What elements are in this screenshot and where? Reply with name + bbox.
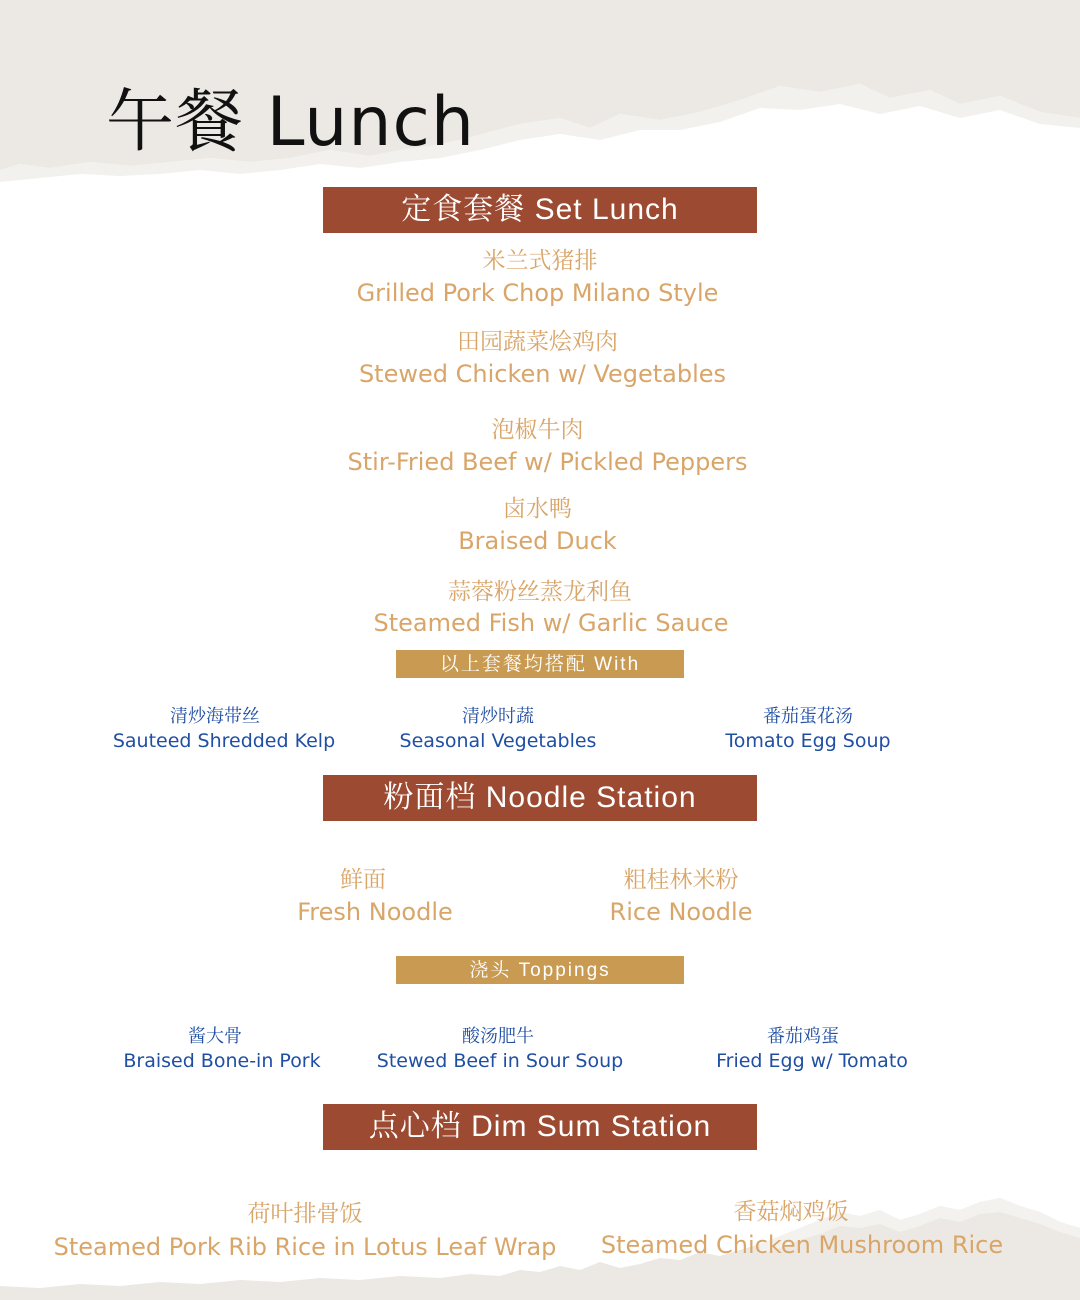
noodle-name-en: Fresh Noodle bbox=[297, 898, 453, 926]
dish-name-zh: 泡椒牛肉 bbox=[491, 417, 584, 443]
dim-sum-name-en: Steamed Pork Rib Rice in Lotus Leaf Wrap bbox=[53, 1233, 557, 1261]
dim-sum-name-zh: 荷叶排骨饭 bbox=[247, 1201, 363, 1227]
noodle-name-en: Rice Noodle bbox=[609, 898, 753, 926]
dish-name-en: Stewed Chicken w/ Vegetables bbox=[358, 360, 727, 388]
dim-sum-station-banner: 点心档 Dim Sum Station bbox=[323, 1104, 757, 1150]
topping-name-en: Stewed Beef in Sour Soup bbox=[376, 1050, 624, 1072]
dish-name-en: Grilled Pork Chop Milano Style bbox=[356, 279, 719, 307]
topping-name-en: Braised Bone-in Pork bbox=[123, 1050, 321, 1072]
page-title: 午餐 Lunch bbox=[106, 83, 475, 162]
dish-name-zh: 蒜蓉粉丝蒸龙利鱼 bbox=[448, 579, 632, 605]
side-name-zh: 番茄蛋花汤 bbox=[763, 706, 853, 727]
noodle-name-zh: 粗桂林米粉 bbox=[623, 867, 739, 893]
side-name-en: Sauteed Shredded Kelp bbox=[112, 730, 336, 752]
topping-name-en: Fried Egg w/ Tomato bbox=[716, 1050, 908, 1072]
dim-sum-name-en: Steamed Chicken Mushroom Rice bbox=[600, 1231, 1004, 1259]
dish-name-en: Steamed Fish w/ Garlic Sauce bbox=[373, 609, 729, 637]
dish-name-en: Braised Duck bbox=[458, 527, 617, 555]
side-name-en: Seasonal Vegetables bbox=[399, 730, 597, 752]
dish-name-zh: 卤水鸭 bbox=[503, 496, 572, 522]
toppings-banner: 浇头 Toppings bbox=[396, 956, 684, 984]
side-name-zh: 清炒时蔬 bbox=[462, 706, 534, 727]
side-name-zh: 清炒海带丝 bbox=[170, 706, 260, 727]
dish-name-en: Stir-Fried Beef w/ Pickled Peppers bbox=[347, 448, 748, 476]
dish-name-zh: 米兰式猪排 bbox=[482, 248, 598, 274]
with-banner: 以上套餐均搭配 With bbox=[396, 650, 684, 678]
topping-name-zh: 酸汤肥牛 bbox=[462, 1026, 534, 1047]
topping-name-zh: 番茄鸡蛋 bbox=[767, 1026, 839, 1047]
topping-name-zh: 酱大骨 bbox=[188, 1026, 242, 1047]
noodle-name-zh: 鲜面 bbox=[340, 867, 386, 893]
side-name-en: Tomato Egg Soup bbox=[725, 730, 891, 752]
set-lunch-banner: 定食套餐 Set Lunch bbox=[323, 187, 757, 233]
dim-sum-name-zh: 香菇焖鸡饭 bbox=[733, 1199, 849, 1225]
noodle-station-banner: 粉面档 Noodle Station bbox=[323, 775, 757, 821]
dish-name-zh: 田园蔬菜烩鸡肉 bbox=[457, 329, 618, 355]
